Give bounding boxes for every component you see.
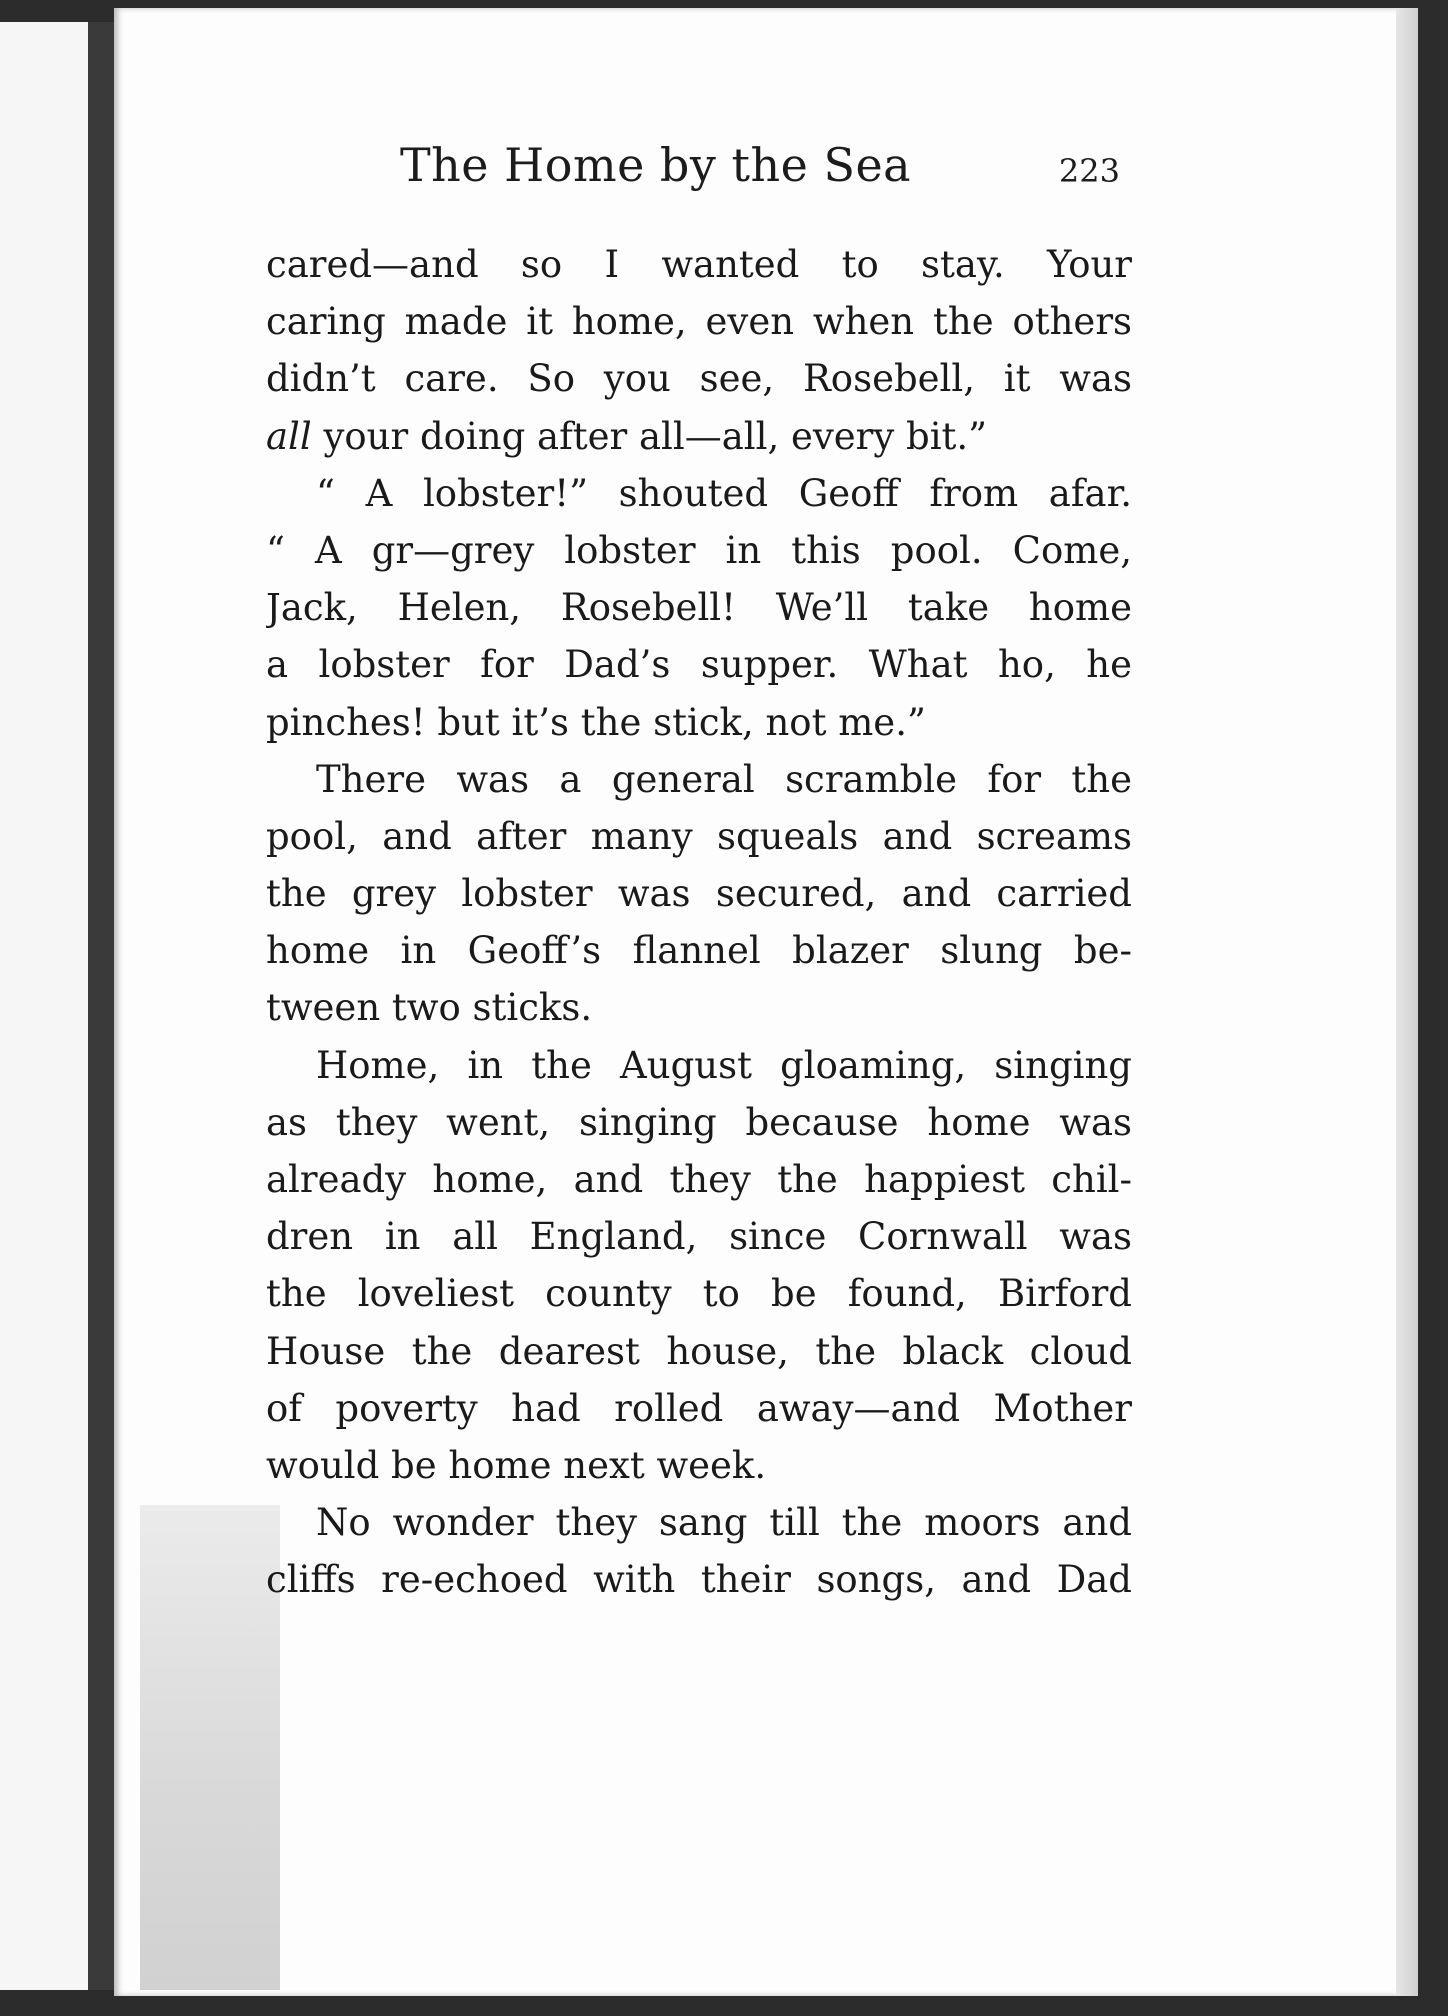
text-line: There was a general scramble for the xyxy=(316,757,1132,801)
text-line: already home, and they the happiest chil- xyxy=(266,1158,1132,1201)
text-line: House the dearest house, the black cloud xyxy=(266,1329,1132,1373)
text-line: as they went, singing because home was xyxy=(266,1100,1132,1144)
facing-page-edge xyxy=(0,22,88,1990)
page-number: 223 xyxy=(1058,152,1120,190)
running-title: The Home by the Sea xyxy=(400,138,912,192)
text-line-rest: your doing after all—all, every bit.” xyxy=(311,414,988,458)
text-line: “ A gr—grey lobster in this pool. Come, xyxy=(266,528,1132,572)
text-line: would be home next week. xyxy=(266,1443,767,1487)
text-line: didn’t care. So you see, Rosebell, it was xyxy=(266,357,1132,401)
text-line: cliffs re-echoed with their songs, and Dad xyxy=(266,1558,1132,1602)
text-line xyxy=(266,408,1132,465)
text-line: home in Geoff’s flannel blazer slung be- xyxy=(266,929,1132,973)
text-line: the loveliest county to be found, Birford xyxy=(266,1272,1132,1316)
text-line: pool, and after many squeals and screams xyxy=(266,814,1132,858)
page-header xyxy=(400,138,1120,208)
text-line: caring made it home, even when the others xyxy=(266,300,1132,344)
text-line: the grey lobster was secured, and carried xyxy=(266,872,1132,916)
text-line: No wonder they sang till the moors and xyxy=(316,1501,1132,1545)
text-line: dren in all England, since Cornwall was xyxy=(266,1215,1132,1259)
page-stack-edge xyxy=(1396,8,1418,1996)
text-line: pinches! but it’s the stick, not me.” xyxy=(266,700,926,744)
text-line: Home, in the August gloaming, singing xyxy=(316,1043,1132,1087)
text-line: cared—and so I wanted to stay. Your xyxy=(266,243,1132,286)
text-line: a lobster for Dad’s supper. What ho, he xyxy=(266,643,1132,687)
paper-stain xyxy=(140,1505,280,1990)
text-line: tween two sticks. xyxy=(266,986,593,1030)
text-line: of poverty had rolled away—and Mother xyxy=(266,1386,1132,1430)
text-line: Jack, Helen, Rosebell! We’ll take home xyxy=(266,586,1132,630)
body-text xyxy=(266,236,1132,1609)
emphasis-word: all xyxy=(266,414,312,458)
book-gutter xyxy=(88,22,114,1990)
text-line: “ A lobster!” shouted Geoff from afar. xyxy=(316,471,1132,515)
